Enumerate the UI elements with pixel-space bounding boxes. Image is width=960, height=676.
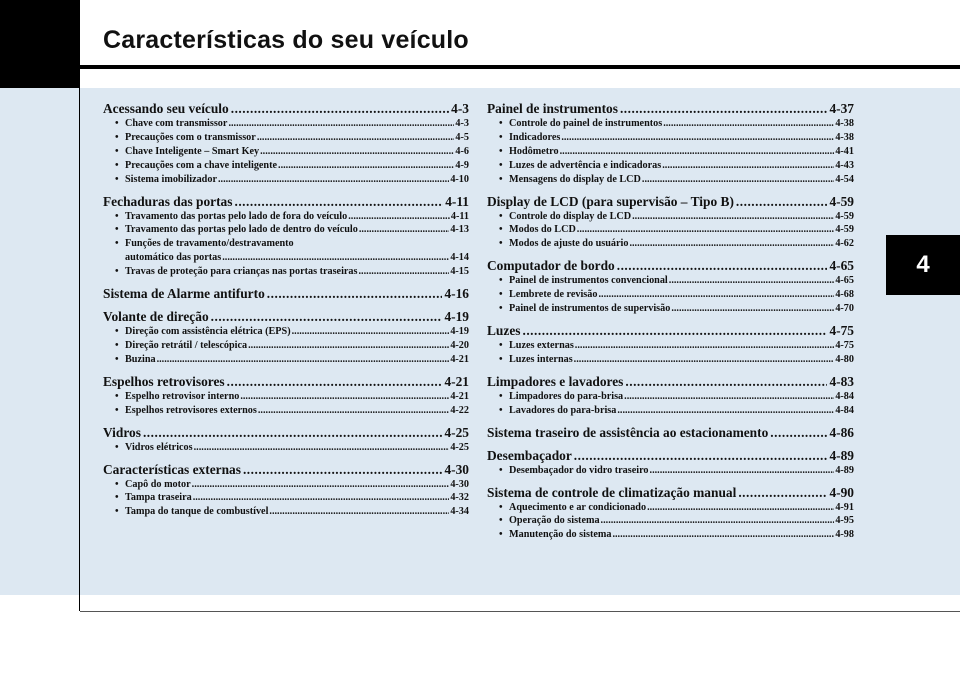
dot-leader (359, 265, 450, 279)
section-page-number: 4-19 (444, 309, 469, 325)
section-title: Vidros (103, 424, 141, 440)
entry-title: Painel de instrumentos convencional (509, 275, 668, 287)
toc-section-heading[interactable] (103, 373, 469, 390)
toc-section-heading[interactable] (487, 424, 854, 441)
section-title: Luzes (487, 322, 521, 338)
toc-entry[interactable] (487, 159, 854, 173)
entry-page-number: 4-38 (835, 131, 854, 143)
toc-section-heading[interactable] (103, 100, 469, 117)
toc-entry[interactable] (103, 173, 469, 187)
left-margin-rule (79, 88, 80, 611)
toc-column-left (103, 100, 469, 525)
bullet-icon: • (115, 390, 119, 402)
dot-leader (620, 100, 828, 117)
toc-entry[interactable] (487, 501, 854, 515)
entry-page-number: 4-65 (835, 275, 854, 287)
dot-leader (157, 353, 450, 367)
section-title: Painel de instrumentos (487, 101, 618, 116)
entry-page-number: 4-5 (455, 131, 469, 143)
bullet-icon: • (499, 131, 503, 143)
entry-page-number: 4-13 (450, 224, 469, 236)
entry-title: Luzes externas (509, 339, 574, 351)
dot-leader (738, 484, 827, 501)
toc-entry[interactable] (103, 210, 469, 224)
entry-title: Direção com assistência elétrica (EPS) (125, 326, 291, 338)
toc-section (487, 447, 854, 478)
bullet-icon: • (499, 515, 503, 527)
bullet-icon: • (499, 173, 503, 185)
dot-leader (663, 117, 834, 131)
entry-title: Capô do motor (125, 478, 191, 490)
dot-leader (617, 257, 828, 274)
bullet-icon: • (499, 390, 503, 402)
entry-page-number: 4-25 (450, 441, 469, 453)
bullet-icon: • (115, 492, 119, 504)
entry-title: Buzina (125, 353, 156, 365)
toc-section-heading[interactable] (103, 193, 469, 210)
bullet-icon: • (115, 131, 119, 143)
dot-leader (218, 173, 449, 187)
dot-leader (612, 528, 834, 542)
toc-entry[interactable] (103, 339, 469, 353)
dot-leader (647, 501, 834, 515)
section-title: Volante de direção (103, 309, 209, 325)
bullet-icon: • (115, 326, 119, 338)
bullet-icon: • (115, 173, 119, 185)
entry-page-number: 4-84 (835, 404, 854, 416)
entry-page-number: 4-98 (835, 529, 854, 541)
entry-title: Travamento das portas pelo lado de dentro do veículo (125, 224, 358, 236)
toc-section-heading[interactable] (487, 193, 854, 210)
toc-section-heading[interactable] (103, 308, 469, 325)
dot-leader (574, 353, 835, 367)
entry-page-number: 4-32 (450, 492, 469, 504)
bullet-icon: • (499, 210, 503, 222)
dot-leader (617, 404, 834, 418)
dot-leader (260, 145, 454, 159)
toc-section-heading[interactable] (487, 447, 854, 464)
entry-title: Espelhos retrovisores externos (125, 404, 257, 416)
toc-section (103, 308, 469, 367)
dot-leader (269, 505, 449, 519)
entry-title: Tampa traseira (125, 492, 192, 504)
section-page-number: 4-37 (829, 101, 854, 116)
dot-leader (248, 339, 449, 353)
entry-title: Mensagens do display de LCD (509, 173, 641, 185)
entry-page-number: 4-59 (835, 224, 854, 236)
entry-page-number: 4-15 (450, 266, 469, 278)
entry-page-number: 4-84 (835, 390, 854, 402)
section-page-number: 4-3 (451, 101, 469, 116)
dot-leader (575, 339, 835, 353)
dot-leader (278, 159, 454, 173)
toc-entry[interactable] (487, 528, 854, 542)
entry-page-number: 4-3 (455, 118, 469, 129)
entry-page-number: 4-70 (835, 303, 854, 315)
toc-section (103, 100, 469, 187)
toc-section (103, 373, 469, 418)
dot-leader (240, 390, 449, 404)
toc-entry[interactable] (103, 265, 469, 279)
section-page-number: 4-83 (829, 373, 854, 389)
toc-section-heading[interactable] (487, 484, 854, 501)
entry-title: Indicadores (509, 131, 561, 143)
dot-leader (601, 514, 835, 528)
section-title: Acessando seu veículo (103, 101, 229, 116)
entry-title: Hodômetro (509, 145, 559, 157)
entry-title: Aquecimento e ar condicionado (509, 501, 647, 513)
dot-leader (770, 424, 827, 441)
dot-leader (650, 464, 835, 478)
entry-page-number: 4-14 (450, 252, 469, 264)
toc-entry[interactable] (487, 288, 854, 302)
toc-entry[interactable] (103, 159, 469, 173)
toc-column-right (487, 100, 854, 548)
entry-title: Direção retrátil / telescópica (125, 339, 248, 351)
bullet-icon: • (115, 210, 119, 222)
toc-section (487, 100, 854, 187)
section-page-number: 4-11 (445, 193, 469, 209)
bullet-icon: • (499, 145, 503, 157)
toc-entry[interactable] (103, 237, 469, 251)
entry-title: Luzes internas (509, 353, 573, 365)
entry-title: Funções de travamento/destravamento (125, 238, 294, 250)
toc-entry[interactable] (487, 223, 854, 237)
dot-leader (574, 447, 828, 464)
bullet-icon: • (499, 224, 503, 236)
bullet-icon: • (499, 238, 503, 250)
toc-entry[interactable] (487, 464, 854, 478)
bullet-icon: • (499, 275, 503, 287)
entry-title: Travamento das portas pelo lado de fora do veículo (125, 210, 348, 222)
toc-entry[interactable] (103, 223, 469, 237)
toc-entry[interactable] (487, 390, 854, 404)
bullet-icon: • (499, 404, 503, 416)
bullet-icon: • (499, 529, 503, 541)
entry-page-number: 4-80 (835, 353, 854, 365)
dot-leader (669, 274, 835, 288)
entry-title: Sistema imobilizador (125, 173, 217, 185)
dot-leader (228, 117, 454, 131)
section-page-number: 4-90 (829, 484, 854, 500)
bullet-icon: • (499, 353, 503, 365)
entry-page-number: 4-10 (450, 173, 469, 185)
section-page-number: 4-65 (829, 258, 854, 274)
toc-section (103, 461, 469, 520)
dot-leader (625, 373, 827, 390)
section-title: Computador de bordo (487, 258, 615, 274)
dot-leader (234, 193, 443, 210)
entry-page-number: 4-75 (835, 339, 854, 351)
entry-page-number: 4-54 (835, 173, 854, 185)
bullet-icon: • (115, 353, 119, 365)
toc-entry[interactable] (487, 131, 854, 145)
entry-title: Modos do LCD (509, 224, 576, 236)
toc-entry[interactable] (487, 274, 854, 288)
entry-page-number: 4-22 (450, 404, 469, 416)
entry-title: Limpadores do para-brisa (509, 390, 624, 402)
bullet-icon: • (115, 441, 119, 453)
toc-entry[interactable] (103, 145, 469, 159)
dot-leader (561, 131, 834, 145)
dot-leader (348, 210, 450, 224)
toc-section-heading[interactable] (103, 285, 469, 302)
section-title: Desembaçador (487, 447, 572, 463)
entry-page-number: 4-21 (450, 353, 469, 365)
toc-section (487, 424, 854, 441)
dot-leader (632, 210, 834, 224)
entry-title: Modos de ajuste do usuário (509, 238, 629, 250)
toc-entry[interactable] (487, 237, 854, 251)
toc-entry[interactable] (487, 514, 854, 528)
page-title: Características do seu veículo (103, 26, 469, 54)
toc-entry[interactable] (487, 353, 854, 367)
toc-entry[interactable] (487, 302, 854, 316)
dot-leader (243, 461, 443, 478)
section-title: Fechaduras das portas (103, 193, 233, 209)
bullet-icon: • (115, 238, 119, 250)
entry-title: Lembrete de revisão (509, 289, 598, 301)
section-page-number: 4-16 (444, 286, 469, 302)
dot-leader (193, 491, 450, 505)
entry-page-number: 4-34 (450, 506, 469, 518)
toc-section (487, 193, 854, 252)
section-title: Display de LCD (para supervisão – Tipo B) (487, 193, 734, 209)
bullet-icon: • (115, 159, 119, 171)
dot-leader (257, 131, 455, 145)
bullet-icon: • (499, 118, 503, 129)
section-page-number: 4-21 (444, 373, 469, 389)
entry-title: Manutenção do sistema (509, 529, 612, 541)
dot-leader (258, 404, 449, 418)
toc-section (103, 193, 469, 280)
entry-page-number: 4-38 (835, 118, 854, 129)
dot-leader (624, 390, 834, 404)
bullet-icon: • (115, 339, 119, 351)
bullet-icon: • (115, 506, 119, 518)
toc-entry[interactable] (487, 210, 854, 224)
toc-entry[interactable] (103, 390, 469, 404)
section-page-number: 4-30 (444, 461, 469, 477)
section-page-number: 4-25 (444, 424, 469, 440)
entry-title: Chave Inteligente – Smart Key (125, 145, 260, 157)
section-page-number: 4-75 (829, 322, 854, 338)
dot-leader (143, 424, 443, 441)
section-title: Sistema de controle de climatização manual (487, 484, 737, 500)
entry-page-number: 4-30 (450, 478, 469, 490)
dot-leader (227, 373, 443, 390)
entry-page-number: 4-21 (450, 390, 469, 402)
toc-entry[interactable] (103, 117, 469, 131)
dot-leader (211, 308, 443, 325)
toc-section (487, 484, 854, 543)
toc-entry[interactable] (103, 325, 469, 339)
section-title: Sistema traseiro de assistência ao estacionamento (487, 424, 769, 440)
toc-entry[interactable] (487, 173, 854, 187)
corner-block (0, 0, 80, 88)
dot-leader (192, 478, 450, 492)
entry-page-number: 4-68 (835, 289, 854, 301)
entry-title: Painel de instrumentos de supervisão (509, 303, 671, 315)
entry-title: Tampa do tanque de combustível (125, 506, 269, 518)
toc-section-heading[interactable] (487, 322, 854, 339)
toc-entry-continuation[interactable] (103, 251, 469, 265)
entry-page-number: 4-19 (450, 326, 469, 338)
entry-title: Precauções com a chave inteligente (125, 159, 278, 171)
toc-entry[interactable] (487, 145, 854, 159)
entry-title: Espelho retrovisor interno (125, 390, 240, 402)
dot-leader (522, 322, 827, 339)
dot-leader (662, 159, 834, 173)
entry-title-continuation: automático das portas (125, 252, 222, 264)
dot-leader (359, 223, 450, 237)
entry-title: Desembaçador do vidro traseiro (509, 464, 649, 476)
bullet-icon: • (499, 501, 503, 513)
entry-title: Luzes de advertência e indicadoras (509, 159, 662, 171)
dot-leader (629, 237, 834, 251)
entry-page-number: 4-6 (455, 145, 469, 157)
toc-section (103, 285, 469, 302)
toc-section (487, 373, 854, 418)
bullet-icon: • (115, 118, 119, 129)
toc-section-heading[interactable] (103, 461, 469, 478)
toc-entry[interactable] (487, 404, 854, 418)
toc-section (487, 322, 854, 367)
dot-leader (642, 173, 834, 187)
entry-title: Controle do display de LCD (509, 210, 632, 222)
entry-page-number: 4-59 (835, 210, 854, 222)
entry-page-number: 4-91 (835, 501, 854, 513)
toc-entry[interactable] (487, 339, 854, 353)
dot-leader (267, 285, 443, 302)
bullet-icon: • (499, 289, 503, 301)
dot-leader (222, 251, 449, 265)
bullet-icon: • (115, 478, 119, 490)
section-title: Espelhos retrovisores (103, 373, 225, 389)
entry-title: Controle do painel de instrumentos (509, 118, 663, 129)
toc-entry[interactable] (103, 441, 469, 455)
entry-title: Lavadores do para-brisa (509, 404, 617, 416)
bullet-icon: • (499, 159, 503, 171)
toc-entry[interactable] (103, 478, 469, 492)
bullet-icon: • (115, 145, 119, 157)
entry-page-number: 4-11 (450, 210, 469, 222)
bullet-icon: • (499, 339, 503, 351)
dot-leader (598, 288, 834, 302)
chapter-tab: 4 (886, 235, 960, 295)
bullet-icon: • (115, 224, 119, 236)
dot-leader (194, 441, 450, 455)
entry-page-number: 4-43 (835, 159, 854, 171)
entry-page-number: 4-20 (450, 339, 469, 351)
bullet-icon: • (115, 266, 119, 278)
bullet-icon: • (115, 404, 119, 416)
dot-leader (292, 325, 450, 339)
toc-entry[interactable] (103, 404, 469, 418)
section-page-number: 4-86 (829, 424, 854, 440)
entry-page-number: 4-41 (835, 145, 854, 157)
entry-title: Operação do sistema (509, 515, 600, 527)
toc-entry[interactable] (103, 505, 469, 519)
section-title: Características externas (103, 461, 241, 477)
bullet-icon: • (499, 464, 503, 476)
bullet-icon: • (499, 303, 503, 315)
toc-entry[interactable] (103, 353, 469, 367)
toc-entry[interactable] (103, 491, 469, 505)
entry-page-number: 4-62 (835, 238, 854, 250)
toc-section-heading[interactable] (487, 373, 854, 390)
toc-section (487, 257, 854, 316)
section-title: Sistema de Alarme antifurto (103, 286, 265, 302)
section-page-number: 4-89 (829, 447, 854, 463)
dot-leader (736, 193, 828, 210)
section-title: Limpadores e lavadores (487, 373, 624, 389)
entry-title: Chave com transmissor (125, 118, 228, 129)
title-rule (80, 65, 960, 69)
toc-entry[interactable] (103, 131, 469, 145)
entry-page-number: 4-95 (835, 515, 854, 527)
entry-page-number: 4-89 (835, 464, 854, 476)
toc-section (103, 424, 469, 455)
dot-leader (577, 223, 835, 237)
toc-section-heading[interactable] (103, 424, 469, 441)
toc-entry[interactable] (487, 117, 854, 131)
dot-leader (560, 145, 835, 159)
section-page-number: 4-59 (829, 193, 854, 209)
toc-section-heading[interactable] (487, 100, 854, 117)
entry-title: Travas de proteção para crianças nas portas traseiras (125, 266, 358, 278)
entry-page-number: 4-9 (455, 159, 469, 171)
dot-leader (671, 302, 834, 316)
dot-leader (231, 100, 449, 117)
entry-title: Vidros elétricos (125, 441, 193, 453)
entry-title: Precauções com o transmissor (125, 131, 256, 143)
toc-section-heading[interactable] (487, 257, 854, 274)
bottom-rule (80, 611, 960, 612)
